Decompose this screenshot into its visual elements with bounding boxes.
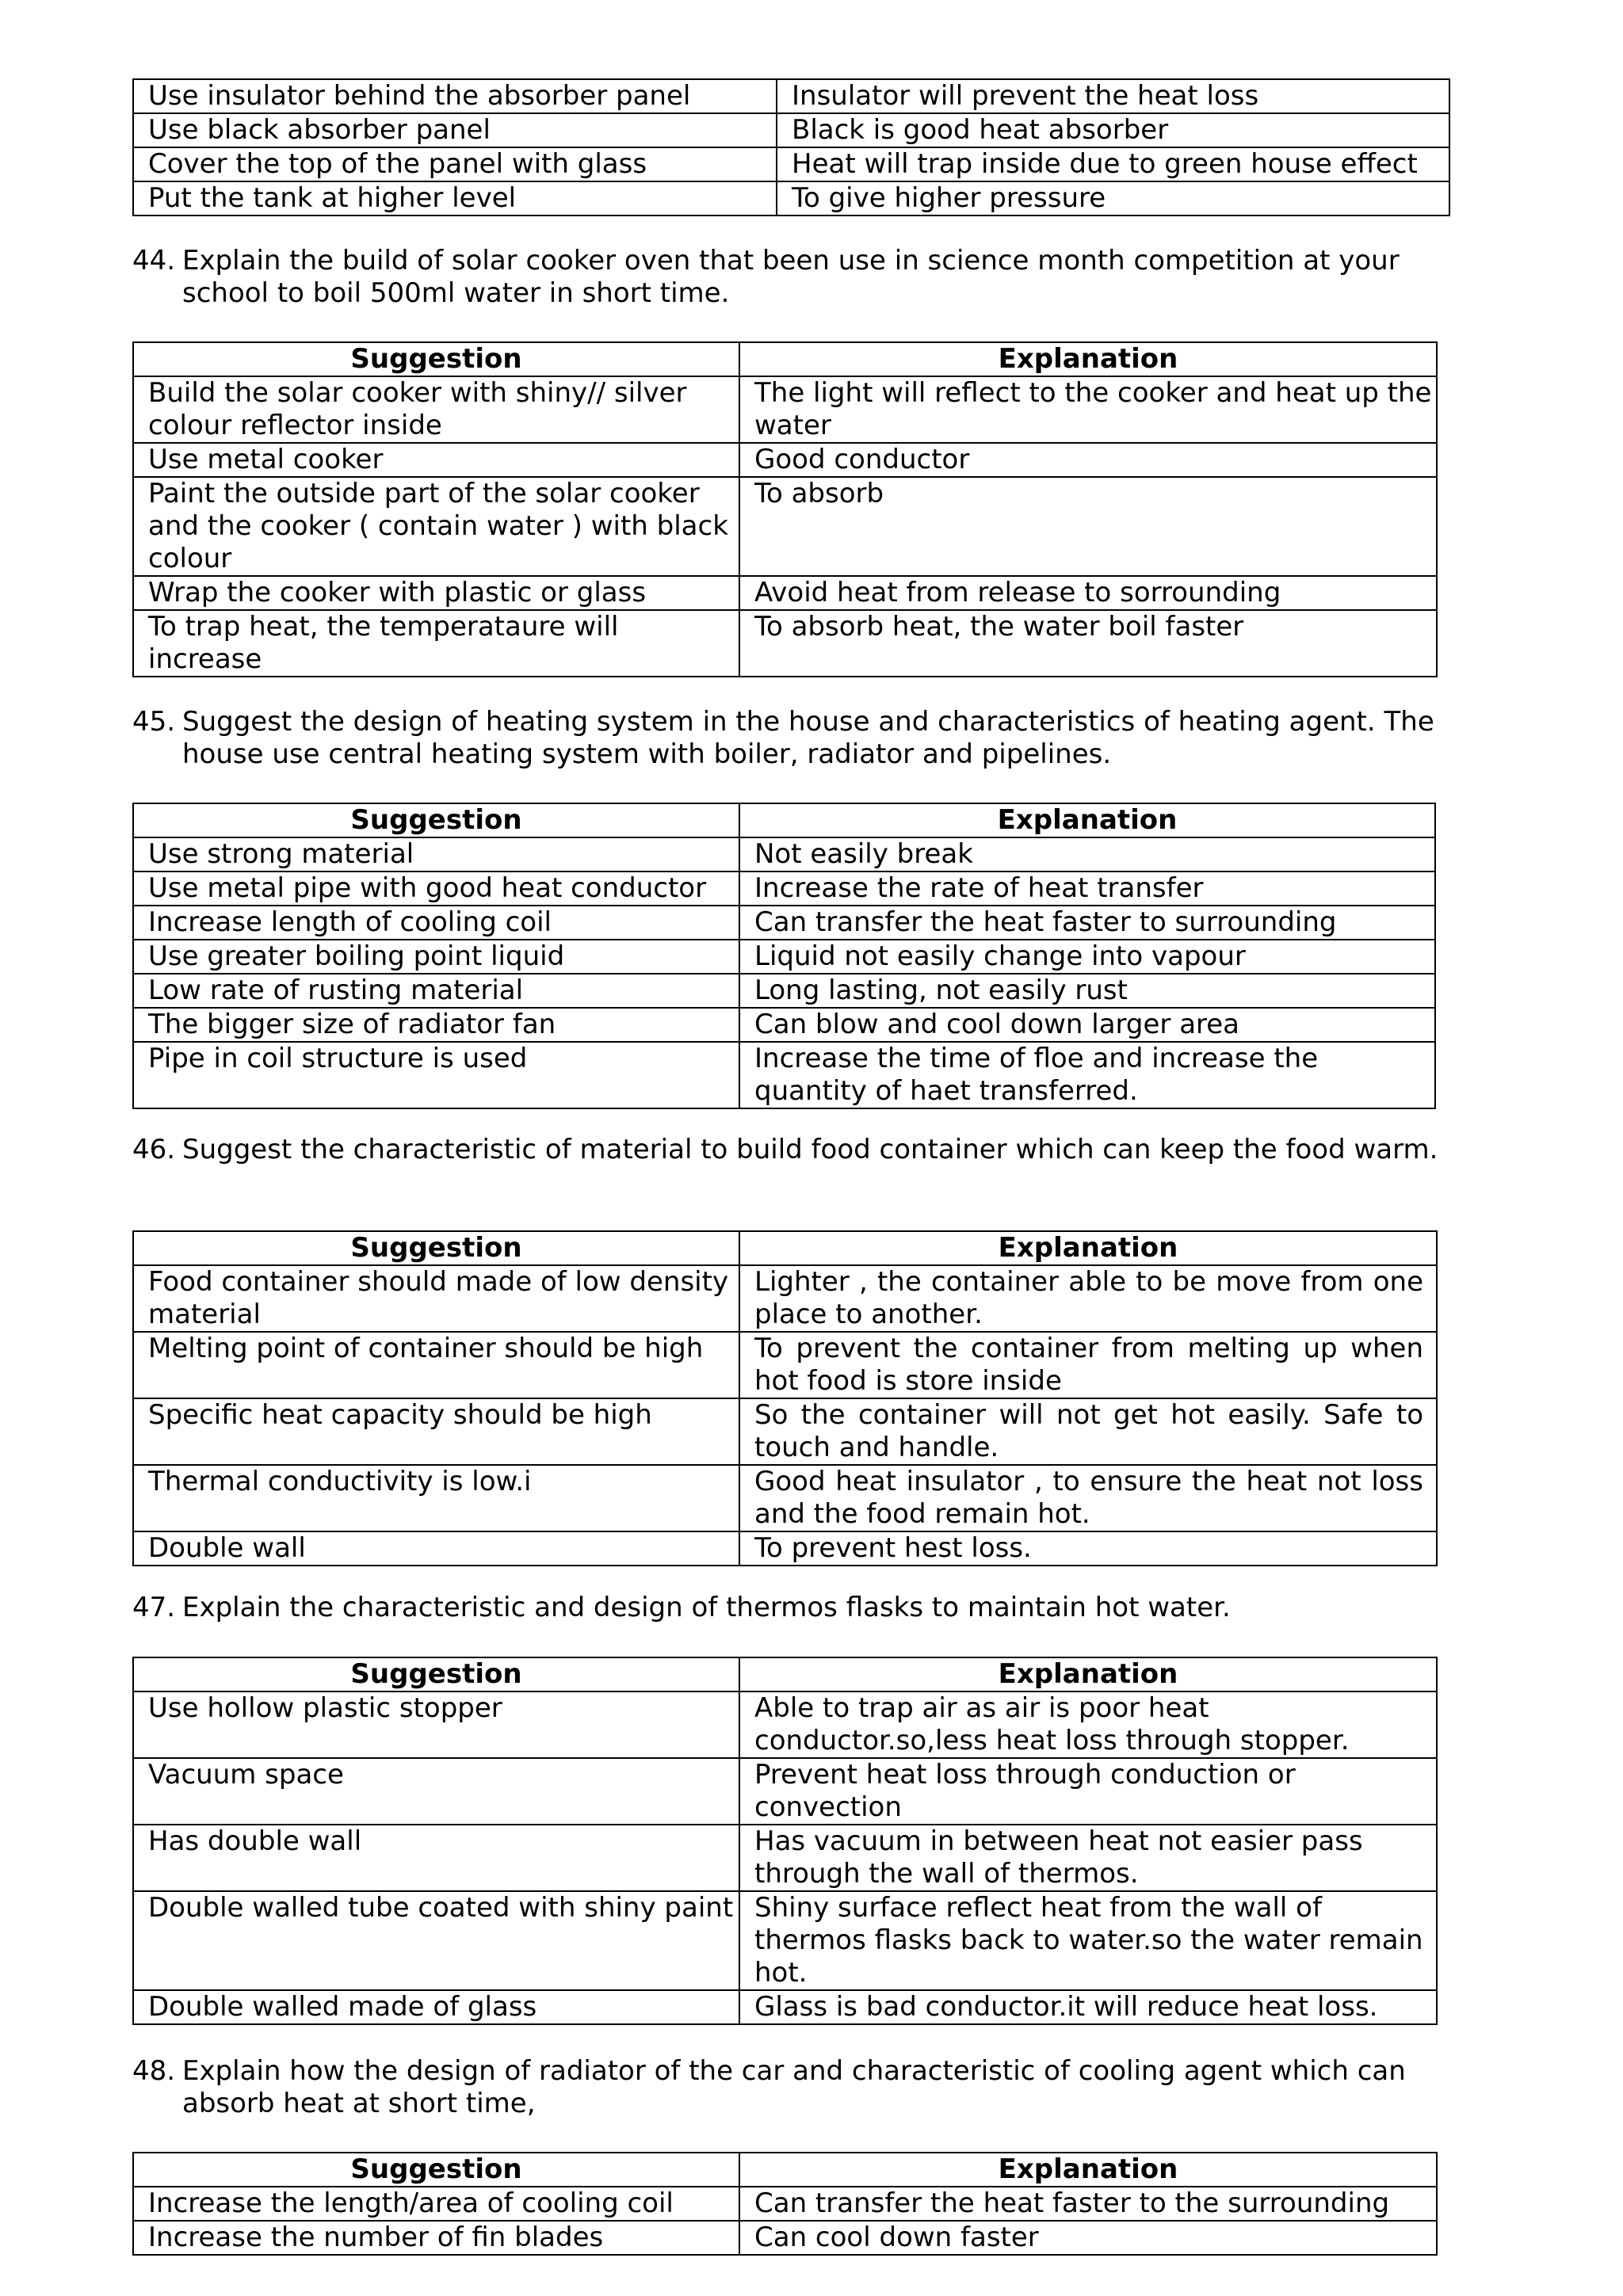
header-suggestion: Suggestion bbox=[133, 2153, 739, 2187]
heat-loss-table bbox=[132, 78, 1450, 216]
table-row bbox=[133, 837, 1435, 871]
car-radiator-table bbox=[132, 2152, 1438, 2256]
suggestion-cell: Use insulator behind the absorber panel bbox=[133, 79, 777, 113]
explanation-cell: Long lasting, not easily rust bbox=[739, 974, 1435, 1008]
table-row bbox=[133, 2221, 1437, 2255]
table-row bbox=[133, 113, 1449, 147]
question-46 bbox=[132, 1134, 1491, 1166]
question-number: 44. bbox=[132, 245, 176, 277]
suggestion-cell: Use metal pipe with good heat conductor bbox=[133, 871, 739, 906]
question-text: Suggest the design of heating system in the house and characteristics of heating agent. The house use central heating system with boiler, radiator and pipelines. bbox=[182, 706, 1434, 770]
table-row bbox=[133, 2187, 1437, 2221]
thermos-flask-table bbox=[132, 1657, 1438, 2025]
header-explanation: Explanation bbox=[739, 1657, 1437, 1691]
suggestion-cell: Food container should made of low density material bbox=[133, 1265, 739, 1332]
explanation-cell: Not easily break bbox=[739, 837, 1435, 871]
explanation-cell: Increase the time of floe and increase the quantity of haet transferred. bbox=[739, 1042, 1435, 1108]
explanation-cell: Lighter , the container able to be move from one place to another. bbox=[739, 1265, 1437, 1332]
explanation-cell: Shiny surface reflect heat from the wall of thermos flasks back to water.so the water remain hot. bbox=[739, 1891, 1437, 1990]
heating-system-table bbox=[132, 803, 1436, 1109]
table-row bbox=[133, 1825, 1437, 1891]
header-suggestion: Suggestion bbox=[133, 1657, 739, 1691]
table-row bbox=[133, 1531, 1437, 1566]
suggestion-cell: Low rate of rusting material bbox=[133, 974, 739, 1008]
question-number: 47. bbox=[132, 1592, 176, 1623]
table-row bbox=[133, 181, 1449, 215]
suggestion-cell: Has double wall bbox=[133, 1825, 739, 1891]
suggestion-cell: Double walled made of glass bbox=[133, 1990, 739, 2024]
suggestion-cell: Paint the outside part of the solar cooker and the cooker ( contain water ) with black colour bbox=[133, 477, 739, 576]
suggestion-cell: Pipe in coil structure is used bbox=[133, 1042, 739, 1108]
question-45 bbox=[132, 706, 1464, 771]
suggestion-cell: Increase the length/area of cooling coil bbox=[133, 2187, 739, 2221]
suggestion-cell: Increase length of cooling coil bbox=[133, 906, 739, 940]
explanation-cell: To give higher pressure bbox=[777, 181, 1449, 215]
explanation-cell: The light will reflect to the cooker and heat up the water bbox=[739, 376, 1437, 443]
table-header bbox=[133, 342, 1437, 376]
explanation-cell: Can blow and cool down larger area bbox=[739, 1008, 1435, 1042]
question-text: Suggest the characteristic of material to build food container which can keep the food warm. bbox=[182, 1134, 1438, 1165]
suggestion-cell: Cover the top of the panel with glass bbox=[133, 147, 777, 181]
question-48 bbox=[132, 2055, 1464, 2120]
explanation-cell: Can transfer the heat faster to surrounding bbox=[739, 906, 1435, 940]
suggestion-cell: Use greater boiling point liquid bbox=[133, 940, 739, 974]
explanation-cell: To absorb heat, the water boil faster bbox=[739, 610, 1437, 677]
table-row bbox=[133, 1008, 1435, 1042]
table-row bbox=[133, 1691, 1437, 1758]
explanation-cell: Able to trap air as air is poor heat conductor.so,less heat loss through stopper. bbox=[739, 1691, 1437, 1758]
table-row bbox=[133, 906, 1435, 940]
header-suggestion: Suggestion bbox=[133, 1231, 739, 1265]
table-row bbox=[133, 1891, 1437, 1990]
explanation-cell: Good heat insulator , to ensure the heat not loss and the food remain hot. bbox=[739, 1465, 1437, 1531]
table-row bbox=[133, 610, 1437, 677]
header-suggestion: Suggestion bbox=[133, 803, 739, 837]
suggestion-cell: Build the solar cooker with shiny// silver colour reflector inside bbox=[133, 376, 739, 443]
table-row bbox=[133, 871, 1435, 906]
table-row bbox=[133, 940, 1435, 974]
suggestion-cell: The bigger size of radiator fan bbox=[133, 1008, 739, 1042]
suggestion-cell: Use hollow plastic stopper bbox=[133, 1691, 739, 1758]
explanation-cell: Good conductor bbox=[739, 443, 1437, 477]
suggestion-cell: Use black absorber panel bbox=[133, 113, 777, 147]
explanation-cell: Can cool down faster bbox=[739, 2221, 1437, 2255]
question-number: 45. bbox=[132, 706, 176, 738]
suggestion-cell: Specific heat capacity should be high bbox=[133, 1398, 739, 1465]
table-row bbox=[133, 1758, 1437, 1825]
table-header bbox=[133, 803, 1435, 837]
table-header bbox=[133, 1657, 1437, 1691]
table-row bbox=[133, 974, 1435, 1008]
explanation-cell: Prevent heat loss through conduction or convection bbox=[739, 1758, 1437, 1825]
question-text: Explain how the design of radiator of the car and characteristic of cooling agent which can absorb heat at short time, bbox=[182, 2055, 1406, 2119]
table-row bbox=[133, 79, 1449, 113]
suggestion-cell: Increase the number of fin blades bbox=[133, 2221, 739, 2255]
suggestion-cell: Use metal cooker bbox=[133, 443, 739, 477]
explanation-cell: Heat will trap inside due to green house effect bbox=[777, 147, 1449, 181]
question-47 bbox=[132, 1592, 1464, 1624]
explanation-cell: Increase the rate of heat transfer bbox=[739, 871, 1435, 906]
explanation-cell: To absorb bbox=[739, 477, 1437, 576]
explanation-cell: So the container will not get hot easily. Safe to touch and handle. bbox=[739, 1398, 1437, 1465]
explanation-cell: Avoid heat from release to sorrounding bbox=[739, 576, 1437, 610]
header-explanation: Explanation bbox=[739, 342, 1437, 376]
table-row bbox=[133, 477, 1437, 576]
suggestion-cell: Double walled tube coated with shiny paint bbox=[133, 1891, 739, 1990]
suggestion-cell: Vacuum space bbox=[133, 1758, 739, 1825]
question-number: 48. bbox=[132, 2055, 176, 2087]
table-row bbox=[133, 1042, 1435, 1108]
question-text: Explain the build of solar cooker oven that been use in science month competition at your school to boil 500ml water in short time. bbox=[182, 245, 1400, 309]
suggestion-cell: Put the tank at higher level bbox=[133, 181, 777, 215]
header-explanation: Explanation bbox=[739, 2153, 1437, 2187]
table-header bbox=[133, 2153, 1437, 2187]
table-header bbox=[133, 1231, 1437, 1265]
header-explanation: Explanation bbox=[739, 1231, 1437, 1265]
solar-cooker-table bbox=[132, 341, 1438, 677]
explanation-cell: To prevent hest loss. bbox=[739, 1531, 1437, 1566]
suggestion-cell: Wrap the cooker with plastic or glass bbox=[133, 576, 739, 610]
suggestion-cell: To trap heat, the temperataure will increase bbox=[133, 610, 739, 677]
explanation-cell: Can transfer the heat faster to the surrounding bbox=[739, 2187, 1437, 2221]
table-row bbox=[133, 1332, 1437, 1398]
table-row bbox=[133, 376, 1437, 443]
header-suggestion: Suggestion bbox=[133, 342, 739, 376]
table-row bbox=[133, 443, 1437, 477]
explanation-cell: Black is good heat absorber bbox=[777, 113, 1449, 147]
question-text: Explain the characteristic and design of thermos flasks to maintain hot water. bbox=[182, 1592, 1231, 1623]
table-row bbox=[133, 1990, 1437, 2024]
explanation-cell: Liquid not easily change into vapour bbox=[739, 940, 1435, 974]
suggestion-cell: Use strong material bbox=[133, 837, 739, 871]
food-container-table bbox=[132, 1230, 1438, 1566]
explanation-cell: Has vacuum in between heat not easier pass through the wall of thermos. bbox=[739, 1825, 1437, 1891]
suggestion-cell: Double wall bbox=[133, 1531, 739, 1566]
table-row bbox=[133, 576, 1437, 610]
table-row bbox=[133, 147, 1449, 181]
table-row bbox=[133, 1465, 1437, 1531]
header-explanation: Explanation bbox=[739, 803, 1435, 837]
table-row bbox=[133, 1265, 1437, 1332]
table-row bbox=[133, 1398, 1437, 1465]
question-number: 46. bbox=[132, 1134, 176, 1165]
question-44 bbox=[132, 245, 1464, 310]
suggestion-cell: Melting point of container should be high bbox=[133, 1332, 739, 1398]
explanation-cell: To prevent the container from melting up when hot food is store inside bbox=[739, 1332, 1437, 1398]
suggestion-cell: Thermal conductivity is low.i bbox=[133, 1465, 739, 1531]
explanation-cell: Glass is bad conductor.it will reduce heat loss. bbox=[739, 1990, 1437, 2024]
explanation-cell: Insulator will prevent the heat loss bbox=[777, 79, 1449, 113]
